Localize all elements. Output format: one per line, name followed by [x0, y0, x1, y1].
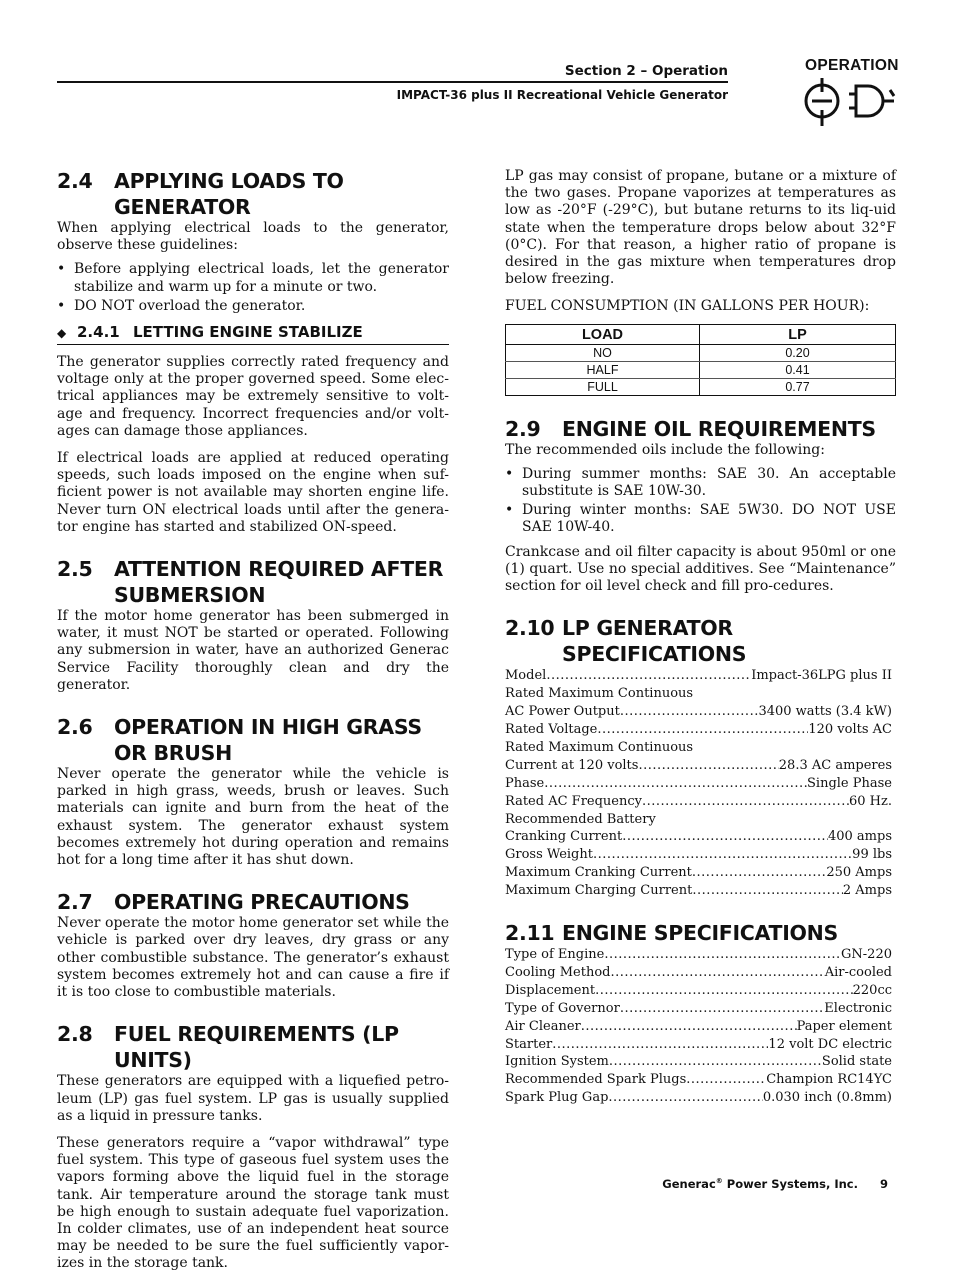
right-column	[505, 168, 896, 1107]
footer-company-rest: Power Systems, Inc.	[722, 1177, 858, 1191]
operation-badge-label: OPERATION	[805, 57, 899, 74]
section-2-7	[57, 889, 449, 1001]
table-cell: FULL	[506, 378, 700, 395]
paragraph: The recommended oils include the following:	[505, 441, 825, 458]
paragraph: LP gas may consist of propane, butane or a mixture of the two gases. Propane vaporizes at temperatures as low as -20°F (-29°C), but butane returns to its liq-uid state when the temperature drops below about 32°F (0°C). For that reason, a higher ratio of propane is desired in the gas mixture when temperatures drop below freezing.	[505, 168, 896, 288]
subsection-heading: ◆ 2.4.1 LETTING ENGINE STABILIZE	[57, 323, 449, 345]
spec-row: Phase ..... Single Phase	[505, 775, 892, 793]
paragraph: The generator supplies correctly rated frequency and voltage only at the proper governed speed. Some elec-trical appliances may be extremely sensitive to volt-age and frequency. Incorrect frequencies and/or volt-ages can damage those appliances.	[57, 354, 449, 439]
section-heading: 2.11 ENGINE SPECIFICATIONS	[505, 921, 838, 946]
spec-row: Gross Weight ..... 99 lbs	[505, 846, 892, 864]
header-rule	[57, 81, 728, 83]
table-row	[506, 361, 896, 378]
spec-row: Air Cleaner ..... Paper element	[505, 1018, 892, 1036]
spec-row: Displacement ..... 220cc	[505, 982, 892, 1000]
table-caption: FUEL CONSUMPTION (IN GALLONS PER HOUR):	[505, 298, 870, 315]
document-subtitle: IMPACT-36 plus II Recreational Vehicle Generator	[396, 88, 728, 102]
page-number: 9	[879, 1177, 888, 1191]
table-cell: 0.20	[700, 344, 896, 361]
section-heading: 2.4 APPLYING LOADS TO GENERATOR	[57, 169, 344, 219]
spec-row: Type of Engine ..... GN-220	[505, 946, 892, 964]
paragraph: If electrical loads are applied at reduced operating speeds, such loads imposed on the engine when suf-ficient power is not available may shorten engine life. Never turn ON electrical loads until after the genera-tor engine has started and stabilized ON-speed.	[57, 450, 449, 535]
generator-plug-icon	[802, 76, 898, 130]
page-footer	[662, 1177, 888, 1191]
paragraph: These generators are equipped with a liquefied petro-leum (LP) gas fuel system. LP gas is usually supplied as a liquid in pressure tanks.	[57, 1073, 449, 1124]
table-cell: 0.41	[700, 361, 896, 378]
spec-row: Spark Plug Gap ..... 0.030 inch (0.8mm)	[505, 1089, 892, 1107]
paragraph: Never operate the generator while the vehicle is parked in high grass, weeds, brush or leaves. Such materials can ignite and burn from the heat of the exhaust system. The generator exhaust system becomes extremely hot during operation and remains hot for a long time after it has shut down.	[57, 766, 449, 869]
paragraph: Crankcase and oil filter capacity is about 950ml or one (1) quart. Use no special additives. See “Maintenance” section for oil level check and fill pro-cedures.	[505, 543, 896, 595]
left-column	[57, 168, 449, 1283]
spec-row: AC Power Output ..... 3400 watts (3.4 kW)	[505, 703, 892, 721]
spec-row: Cranking Current ..... 400 amps	[505, 828, 892, 846]
section-heading: 2.9 ENGINE OIL REQUIREMENTS	[505, 416, 876, 441]
column-header: LP	[700, 324, 896, 344]
table-row	[506, 344, 896, 361]
section-2-9	[505, 416, 896, 596]
spec-row: Starter ..... 12 volt DC electric	[505, 1036, 892, 1054]
list-item: • DO NOT overload the generator.	[57, 297, 306, 314]
list-item: • During winter months: SAE 5W30. DO NOT USE SAE 10W-40.	[505, 502, 896, 536]
spec-row: Recommended Spark Plugs ..... Champion RC14YC	[505, 1071, 892, 1089]
paragraph: When applying electrical loads to the generator, observe these guidelines:	[57, 220, 449, 254]
bullet-list	[57, 261, 449, 315]
spec-label: Rated Maximum Continuous	[505, 739, 694, 755]
spec-row: Type of Governor ..... Electronic	[505, 1000, 892, 1018]
section-heading: 2.6 OPERATION IN HIGH GRASS OR BRUSH	[57, 715, 422, 766]
table-cell: HALF	[506, 361, 700, 378]
paragraph: These generators require a “vapor withdrawal” type fuel system. This type of gaseous fuel system uses the vapors forming above the liquid fuel in the storage tank. Air temperature around the storage tank must be high enough to sustain adequate fuel vaporization. In colder climates, use of an independent heat source may be needed to be sure the fuel sufficiently vapor-izes in the storage tank.	[57, 1134, 449, 1272]
spec-row: Rated Voltage ..... 120 volts AC	[505, 721, 892, 739]
list-item: • Before applying electrical loads, let the generator stabilize and warm up for a minute or two.	[57, 261, 449, 295]
registered-mark: ®	[715, 1177, 723, 1186]
paragraph: If the motor home generator has been submerged in water, it must NOT be started or operated. Following any submersion in water, have an authorized Generac Service Facility thoroughly clean and dry the generator.	[57, 608, 449, 693]
generator-spec-list	[505, 667, 896, 900]
spec-row: Rated AC Frequency ..... 60 Hz.	[505, 793, 892, 811]
spec-row: Ignition System ..... Solid state	[505, 1053, 892, 1071]
section-heading: 2.8 FUEL REQUIREMENTS (LP UNITS)	[57, 1022, 399, 1073]
section-2-5	[57, 556, 449, 694]
table-header-row	[506, 324, 896, 344]
spec-row: Cooling Method ..... Air-cooled	[505, 964, 892, 982]
fuel-consumption-table	[505, 324, 896, 396]
section-2-11	[505, 920, 896, 1107]
section-2-6	[57, 714, 449, 869]
table-row	[506, 378, 896, 395]
diamond-icon: ◆	[57, 326, 67, 341]
spec-row: Current at 120 volts ..... 28.3 AC amperes	[505, 757, 892, 775]
section-2-10	[505, 615, 896, 900]
section-2-4	[57, 168, 449, 536]
table-cell: NO	[506, 344, 700, 361]
section-heading: 2.7 OPERATING PRECAUTIONS	[57, 890, 410, 915]
section-heading: 2.10 LP GENERATOR SPECIFICATIONS	[505, 616, 747, 667]
list-item: • During summer months: SAE 30. An acceptable substitute is SAE 10W-30.	[505, 465, 896, 500]
table-cell: 0.77	[785, 379, 810, 394]
spec-row: Maximum Cranking Current ..... 250 Amps	[505, 864, 892, 882]
section-header: Section 2 – Operation	[564, 63, 728, 79]
section-heading: 2.5 ATTENTION REQUIRED AFTER SUBMERSION	[57, 557, 444, 608]
footer-company: Generac	[662, 1177, 716, 1191]
bullet-list	[505, 466, 896, 537]
column-header: LOAD	[506, 324, 700, 344]
spec-label: Rated Maximum Continuous	[505, 686, 694, 702]
spec-row: Model ..... Impact-36LPG plus II	[505, 667, 892, 685]
engine-spec-list	[505, 946, 896, 1107]
spec-row: Maximum Charging Current ..... 2 Amps	[505, 882, 892, 900]
paragraph: Never operate the motor home generator set while the vehicle is parked over dry leaves, dry grass or any other combustible substance. The generator’s exhaust system becomes extremely hot and can cause a fire if it is too close to combustible materials.	[57, 915, 449, 1001]
spec-label: Recommended Battery	[505, 811, 656, 827]
